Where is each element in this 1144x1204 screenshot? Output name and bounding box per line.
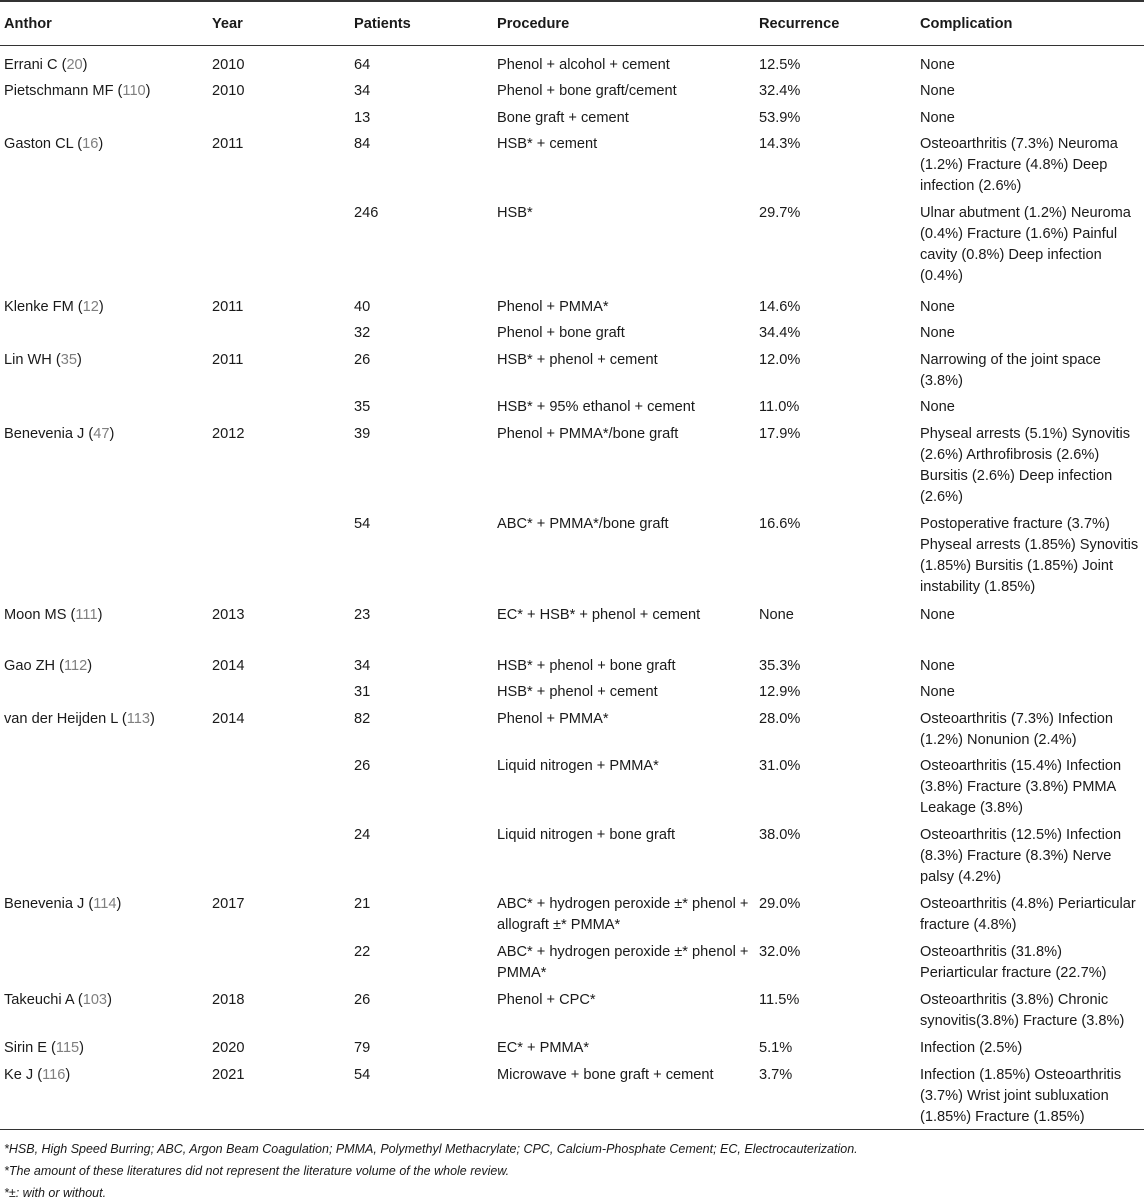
- cell-year: [208, 392, 350, 419]
- cell-complication: Osteoarthritis (31.8%) Periarticular fracture (22.7%): [920, 944, 1107, 981]
- table-row: [0, 889, 1144, 937]
- footnote: *The amount of these literatures did not represent the literature volume of the whole review.: [4, 1164, 510, 1178]
- cell-recurrence: None: [759, 607, 794, 623]
- table-footnotes: [0, 1129, 1144, 1204]
- reference-number: 112: [64, 658, 88, 674]
- cell-year: [208, 820, 350, 889]
- table-row: [0, 937, 1144, 985]
- cell-recurrence: 5.1%: [759, 1040, 793, 1056]
- author-name: Klenke FM (: [4, 299, 83, 315]
- cell-complication: None: [920, 399, 955, 415]
- cell-complication: Narrowing of the joint space (3.8%): [920, 352, 1101, 389]
- cell-author: [0, 704, 208, 751]
- cell-year: 2018: [212, 992, 245, 1008]
- header-patients: Patients: [350, 1, 493, 46]
- table-row: [0, 46, 1144, 77]
- cell-complication: None: [920, 607, 955, 623]
- cell-author: [0, 889, 208, 937]
- table-row: [0, 198, 1144, 289]
- cell-author: [0, 318, 208, 345]
- table-row: [0, 419, 1144, 509]
- cell-complication: Infection (1.85%) Osteoarthritis (3.7%) Wrist joint subluxation (1.85%) Fracture (1.85%): [920, 1067, 1122, 1125]
- author-name: van der Heijden L (: [4, 711, 127, 727]
- table-row: [0, 820, 1144, 889]
- cell-author: [0, 1060, 208, 1129]
- cell-patients: 54: [354, 1067, 371, 1083]
- cell-year: 2011: [212, 136, 244, 152]
- cell-complication: None: [920, 658, 955, 674]
- cell-year: [208, 103, 350, 129]
- cell-year: 2020: [212, 1040, 245, 1056]
- author-name: Ke J (: [4, 1067, 43, 1083]
- cell-patients: 26: [354, 758, 371, 774]
- cell-year: [208, 677, 350, 704]
- reference-number: 114: [93, 896, 117, 912]
- cell-patients: 35: [354, 399, 371, 415]
- cell-patients: 26: [354, 992, 371, 1008]
- header-recurrence: Recurrence: [755, 1, 916, 46]
- cell-procedure: EC* + HSB* + phenol + cement: [497, 607, 701, 623]
- cell-procedure: Phenol + alcohol + cement: [497, 57, 670, 73]
- cell-procedure: ABC* + hydrogen peroxide ±* phenol + allograft ±* PMMA*: [497, 896, 749, 933]
- table-row: [0, 392, 1144, 419]
- cell-patients: 13: [354, 110, 371, 126]
- cell-recurrence: 32.0%: [759, 944, 801, 960]
- table-row: [0, 704, 1144, 751]
- cell-year: 2011: [212, 299, 244, 315]
- cell-complication: Postoperative fracture (3.7%) Physeal arrests (1.85%) Synovitis (1.85%) Bursitis (1.85%) Joint instability (1.85%): [920, 516, 1139, 595]
- author-paren: ): [65, 1067, 71, 1083]
- cell-recurrence: 53.9%: [759, 110, 801, 126]
- cell-author: [0, 345, 208, 392]
- author-paren: ): [109, 426, 115, 442]
- cell-author: [0, 103, 208, 129]
- author-paren: ): [116, 896, 122, 912]
- cell-year: [208, 751, 350, 820]
- cell-recurrence: 12.9%: [759, 684, 801, 700]
- cell-author: [0, 985, 208, 1033]
- cell-year: 2010: [212, 83, 245, 99]
- cell-recurrence: 12.5%: [759, 57, 801, 73]
- table-row: [0, 677, 1144, 704]
- cell-recurrence: 14.3%: [759, 136, 801, 152]
- cell-patients: 26: [354, 352, 371, 368]
- cell-complication: Infection (2.5%): [920, 1040, 1023, 1056]
- cell-patients: 34: [354, 83, 371, 99]
- author-name: Lin WH (: [4, 352, 61, 368]
- cell-recurrence: 28.0%: [759, 711, 801, 727]
- cell-recurrence: 31.0%: [759, 758, 801, 774]
- cell-year: 2011: [212, 352, 244, 368]
- cell-recurrence: 35.3%: [759, 658, 801, 674]
- cell-patients: 64: [354, 57, 371, 73]
- cell-author: [0, 648, 208, 677]
- author-name: Gao ZH (: [4, 658, 65, 674]
- table-row: [0, 600, 1144, 648]
- cell-complication: None: [920, 110, 955, 126]
- cell-procedure: ABC* + PMMA*/bone graft: [497, 516, 669, 532]
- cell-complication: Osteoarthritis (7.3%) Infection (1.2%) Nonunion (2.4%): [920, 711, 1114, 748]
- table-row: [0, 1060, 1144, 1129]
- cell-patients: 34: [354, 658, 371, 674]
- footnote: *±: with or without.: [4, 1186, 107, 1200]
- cell-recurrence: 14.6%: [759, 299, 801, 315]
- table-row: [0, 985, 1144, 1033]
- cell-complication: Osteoarthritis (15.4%) Infection (3.8%) Fracture (3.8%) PMMA Leakage (3.8%): [920, 758, 1122, 816]
- cell-complication: Osteoarthritis (3.8%) Chronic synovitis(3.8%) Fracture (3.8%): [920, 992, 1125, 1029]
- reference-number: 113: [126, 711, 151, 727]
- cell-recurrence: 32.4%: [759, 83, 801, 99]
- cell-recurrence: 17.9%: [759, 426, 801, 442]
- cell-complication: Ulnar abutment (1.2%) Neuroma (0.4%) Fracture (1.6%) Painful cavity (0.8%) Deep infection (0.4%): [920, 205, 1131, 284]
- table-row: [0, 289, 1144, 318]
- cell-patients: 39: [354, 426, 371, 442]
- cell-procedure: ABC* + hydrogen peroxide ±* phenol + PMMA*: [497, 944, 749, 981]
- cell-complication: Osteoarthritis (7.3%) Neuroma (1.2%) Fracture (4.8%) Deep infection (2.6%): [920, 136, 1118, 194]
- cell-author: [0, 289, 208, 318]
- reference-number: 12: [82, 299, 99, 315]
- cell-patients: 84: [354, 136, 371, 152]
- cell-recurrence: 11.5%: [759, 992, 800, 1008]
- cell-patients: 23: [354, 607, 371, 623]
- header-year: Year: [208, 1, 350, 46]
- reference-number: 47: [93, 426, 110, 442]
- cell-complication: None: [920, 57, 955, 73]
- cell-complication: None: [920, 299, 955, 315]
- header-complication: Complication: [916, 1, 1144, 46]
- author-name: Gaston CL (: [4, 136, 83, 152]
- cell-year: 2012: [212, 426, 245, 442]
- cell-patients: 32: [354, 325, 371, 341]
- table-row: [0, 751, 1144, 820]
- cell-procedure: HSB* + phenol + bone graft: [497, 658, 676, 674]
- table-row: [0, 76, 1144, 103]
- author-name: Benevenia J (: [4, 896, 94, 912]
- cell-author: [0, 677, 208, 704]
- table-row: [0, 318, 1144, 345]
- cell-patients: 82: [354, 711, 371, 727]
- author-paren: ): [98, 136, 104, 152]
- author-paren: ): [150, 711, 155, 727]
- reference-number: 16: [82, 136, 99, 152]
- cell-author: [0, 76, 208, 103]
- cell-year: 2013: [212, 607, 245, 623]
- cell-complication: None: [920, 684, 955, 700]
- cell-recurrence: 3.7%: [759, 1067, 793, 1083]
- cell-procedure: Phenol + bone graft/cement: [497, 83, 677, 99]
- cell-complication: None: [920, 325, 955, 341]
- cell-procedure: Phenol + PMMA*: [497, 711, 609, 727]
- cell-recurrence: 16.6%: [759, 516, 801, 532]
- cell-patients: 40: [354, 299, 371, 315]
- cell-year: [208, 509, 350, 600]
- reference-number: 20: [66, 57, 83, 73]
- table-row: [0, 129, 1144, 198]
- author-paren: ): [87, 658, 93, 674]
- author-paren: ): [107, 992, 112, 1008]
- reference-number: 103: [82, 992, 108, 1008]
- cell-author: [0, 46, 208, 77]
- cell-year: 2014: [212, 658, 245, 674]
- cell-year: 2021: [212, 1067, 245, 1083]
- author-name: Pietschmann MF (: [4, 83, 123, 99]
- table-row: [0, 103, 1144, 129]
- cell-procedure: Phenol + CPC*: [497, 992, 596, 1008]
- cell-author: [0, 509, 208, 600]
- author-paren: ): [97, 607, 103, 623]
- author-paren: ): [98, 299, 104, 315]
- author-name: Errani C (: [4, 57, 67, 73]
- cell-complication: Physeal arrests (5.1%) Synovitis (2.6%) Arthrofibrosis (2.6%) Bursitis (2.6%) Deep infection (2.6%): [920, 426, 1131, 505]
- table-row: [0, 345, 1144, 392]
- cell-year: [208, 198, 350, 289]
- cell-year: 2010: [212, 57, 245, 73]
- author-paren: ): [82, 57, 88, 73]
- author-paren: ): [79, 1040, 85, 1056]
- cell-author: [0, 392, 208, 419]
- cell-patients: 21: [354, 896, 371, 912]
- cell-complication: None: [920, 83, 955, 99]
- cell-recurrence: 12.0%: [759, 352, 801, 368]
- table-row: [0, 509, 1144, 600]
- cell-complication: Osteoarthritis (4.8%) Periarticular fracture (4.8%): [920, 896, 1136, 933]
- cell-procedure: HSB* + phenol + cement: [497, 352, 658, 368]
- author-paren: ): [145, 83, 151, 99]
- cell-recurrence: 29.0%: [759, 896, 801, 912]
- cell-recurrence: 38.0%: [759, 827, 801, 843]
- cell-patients: 79: [354, 1040, 371, 1056]
- cell-procedure: Phenol + PMMA*/bone graft: [497, 426, 679, 442]
- cell-procedure: HSB* + phenol + cement: [497, 684, 658, 700]
- cell-author: [0, 937, 208, 985]
- footnote: *HSB, High Speed Burring; ABC, Argon Beam Coagulation; PMMA, Polymethyl Methacrylate; CPC, Calcium-Phosphate Cement; EC, Electrocauterization.: [4, 1142, 858, 1156]
- cell-author: [0, 751, 208, 820]
- cell-recurrence: 34.4%: [759, 325, 801, 341]
- author-name: Benevenia J (: [4, 426, 94, 442]
- header-author: Anthor: [0, 1, 208, 46]
- cell-author: [0, 198, 208, 289]
- cell-author: [0, 1033, 208, 1060]
- cell-year: 2014: [212, 711, 245, 727]
- cell-procedure: Liquid nitrogen + bone graft: [497, 827, 676, 843]
- cell-recurrence: 29.7%: [759, 205, 801, 221]
- reference-number: 111: [75, 607, 98, 623]
- cell-complication: Osteoarthritis (12.5%) Infection (8.3%) Fracture (8.3%) Nerve palsy (4.2%): [920, 827, 1122, 885]
- cell-author: [0, 600, 208, 648]
- cell-procedure: EC* + PMMA*: [497, 1040, 590, 1056]
- cell-procedure: HSB* + 95% ethanol + cement: [497, 399, 695, 415]
- reference-number: 110: [122, 83, 146, 99]
- author-name: Sirin E (: [4, 1040, 56, 1056]
- cell-patients: 22: [354, 944, 371, 960]
- reference-number: 115: [55, 1040, 80, 1056]
- cell-patients: 31: [354, 684, 371, 700]
- cell-procedure: HSB*: [497, 205, 533, 221]
- cell-author: [0, 129, 208, 198]
- header-procedure: Procedure: [493, 1, 755, 46]
- cell-procedure: Bone graft + cement: [497, 110, 629, 126]
- cell-procedure: Liquid nitrogen + PMMA*: [497, 758, 659, 774]
- cell-patients: 24: [354, 827, 371, 843]
- cell-year: 2017: [212, 896, 245, 912]
- cell-author: [0, 419, 208, 509]
- cell-year: [208, 937, 350, 985]
- cell-procedure: Microwave + bone graft + cement: [497, 1067, 714, 1083]
- reference-number: 116: [42, 1067, 66, 1083]
- table-row: [0, 1033, 1144, 1060]
- cell-patients: 246: [354, 205, 379, 221]
- table-body: [0, 46, 1144, 1130]
- cell-procedure: Phenol + PMMA*: [497, 299, 609, 315]
- author-paren: ): [77, 352, 82, 368]
- cell-patients: 54: [354, 516, 371, 532]
- cell-author: [0, 820, 208, 889]
- cell-procedure: Phenol + bone graft: [497, 325, 625, 341]
- author-name: Takeuchi A (: [4, 992, 83, 1008]
- author-name: Moon MS (: [4, 607, 76, 623]
- table-row: [0, 648, 1144, 677]
- cell-year: [208, 318, 350, 345]
- cell-procedure: HSB* + cement: [497, 136, 598, 152]
- cell-recurrence: 11.0%: [759, 399, 800, 415]
- reference-number: 35: [60, 352, 77, 368]
- table-header: [0, 1, 1144, 46]
